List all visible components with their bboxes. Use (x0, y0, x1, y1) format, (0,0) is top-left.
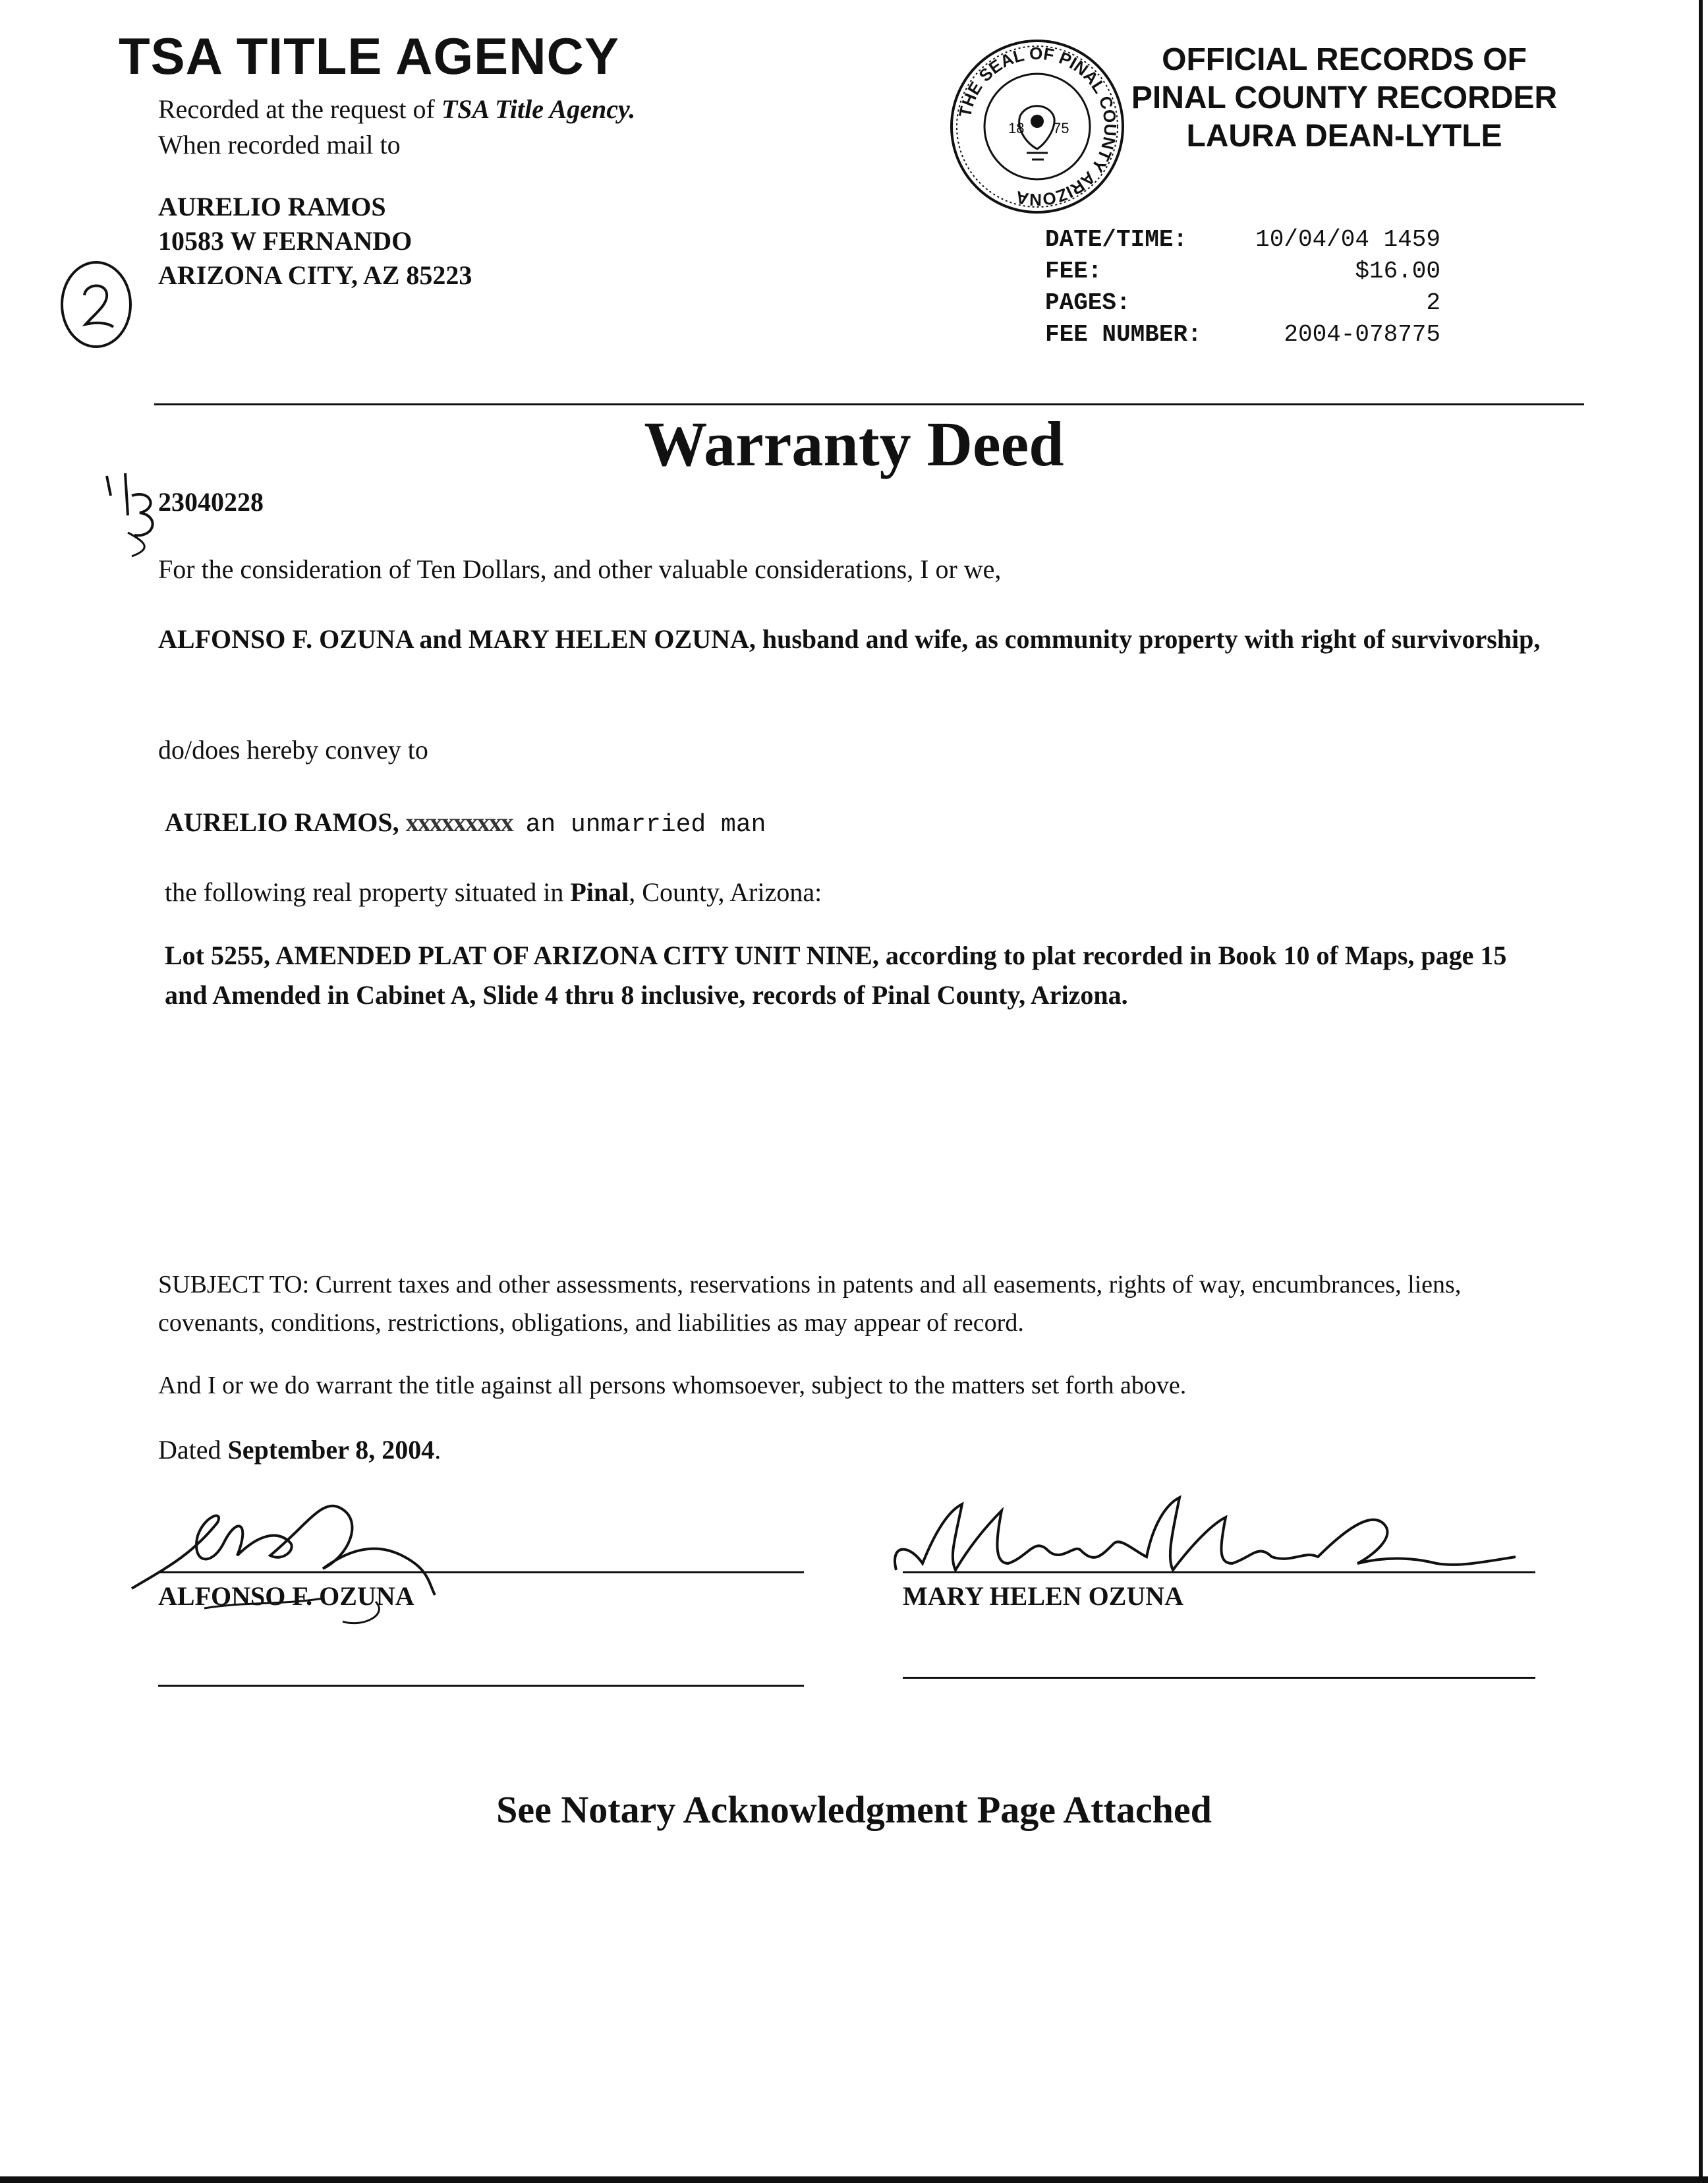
legal-description: Lot 5255, AMENDED PLAT OF ARIZONA CITY UNIT NINE, according to plat recorded in Book 10 of Maps, page 15 and Amended in Cabinet A, Slide 4 thru 8 inclusive, records of Pinal County, Arizona. (165, 941, 1507, 1010)
signature-line (903, 1571, 1535, 1573)
warranty-clause: And I or we do warrant the title against all persons whomsoever, subject to the matters set forth above. (158, 1372, 1187, 1399)
dated-date: September 8, 2004 (227, 1435, 435, 1465)
signature-alfonso (125, 1483, 586, 1648)
convey-clause: do/does hereby convey to (158, 735, 428, 765)
scan-border-bottom (0, 2176, 1708, 2183)
date-time-label: DATE/TIME: (1045, 226, 1188, 253)
recording-row (1045, 319, 1440, 351)
signer-alfonso: ALFONSO F. OZUNA (158, 1581, 414, 1611)
svg-text:18: 18 (1008, 120, 1025, 136)
recording-row (1045, 224, 1440, 256)
pages-value: 2 (1426, 289, 1440, 316)
document-number: 23040228 (158, 487, 264, 517)
return-address-street: 10583 W FERNANDO (158, 226, 413, 256)
recording-info (1045, 224, 1440, 351)
fee-number-label: FEE NUMBER: (1045, 321, 1202, 348)
scan-border-right (1699, 0, 1703, 2183)
mail-to-label: When recorded mail to (158, 130, 401, 160)
official-records-block (1114, 41, 1575, 156)
grantors-clause: ALFONSO F. OZUNA and MARY HELEN OZUNA, husband and wife, as community property with right of survivorship, (158, 624, 1541, 654)
grantee-name: AURELIO RAMOS, (165, 807, 399, 837)
official-records-line-3: LAURA DEAN-LYTLE (1186, 119, 1502, 154)
signature-mary (883, 1484, 1529, 1596)
property-location-clause (165, 874, 1562, 911)
property-prefix: the following real property situated in (165, 877, 571, 907)
blank-signature-line (903, 1677, 1535, 1679)
grantee-status: an unmarried man (525, 811, 766, 839)
grantee-struck-text: xxxxxxxxx (405, 807, 513, 837)
agency-name: TSA TITLE AGENCY (119, 27, 619, 85)
subject-to-clause: SUBJECT TO: Current taxes and other assessments, reservations in patents and all easements, rights of way, encumbrances, liens, covenants, conditions, restrictions, obligations, and liabilities as may appear of record. (158, 1271, 1462, 1337)
recorded-prefix: Recorded at the request of (158, 94, 441, 124)
county-seal-icon (948, 37, 1127, 216)
fee-number-value: 2004-078775 (1284, 321, 1440, 348)
svg-text:75: 75 (1053, 120, 1069, 136)
header-divider (154, 403, 1584, 405)
recording-row (1045, 256, 1440, 287)
property-suffix: , County, Arizona: (629, 877, 822, 907)
official-records-line-1: OFFICIAL RECORDS OF (1162, 42, 1527, 77)
date-time-value: 10/04/04 1459 (1255, 226, 1440, 253)
dated-suffix: . (434, 1435, 441, 1465)
return-address-name: AURELIO RAMOS (158, 192, 386, 221)
official-records-line-2: PINAL COUNTY RECORDER (1131, 80, 1558, 115)
document-title: Warranty Deed (644, 409, 1064, 479)
recorded-agency: TSA Title Agency. (441, 94, 636, 124)
consideration-clause: For the consideration of Ten Dollars, and other valuable considerations, I or we, (158, 554, 1002, 584)
fee-label: FEE: (1045, 258, 1102, 285)
signature-line (158, 1571, 804, 1573)
recorded-at-request (158, 94, 635, 125)
pages-label: PAGES: (1045, 289, 1131, 316)
dated-prefix: Dated (158, 1435, 228, 1465)
grantee-clause (165, 804, 1562, 844)
property-county: Pinal (570, 877, 629, 907)
recording-row (1045, 287, 1440, 319)
handwritten-circled-mark (57, 256, 134, 352)
svg-text:THE SEAL OF PINAL COUNTY ARIZO: THE SEAL OF PINAL COUNTY ARIZONA (954, 43, 1121, 210)
blank-signature-line (158, 1685, 804, 1687)
fee-value: $16.00 (1355, 258, 1440, 285)
dated-line (158, 1432, 1555, 1469)
notary-notice: See Notary Acknowledgment Page Attached (496, 1788, 1212, 1831)
signer-mary: MARY HELEN OZUNA (903, 1581, 1184, 1611)
return-address-city: ARIZONA CITY, AZ 85223 (158, 260, 472, 290)
